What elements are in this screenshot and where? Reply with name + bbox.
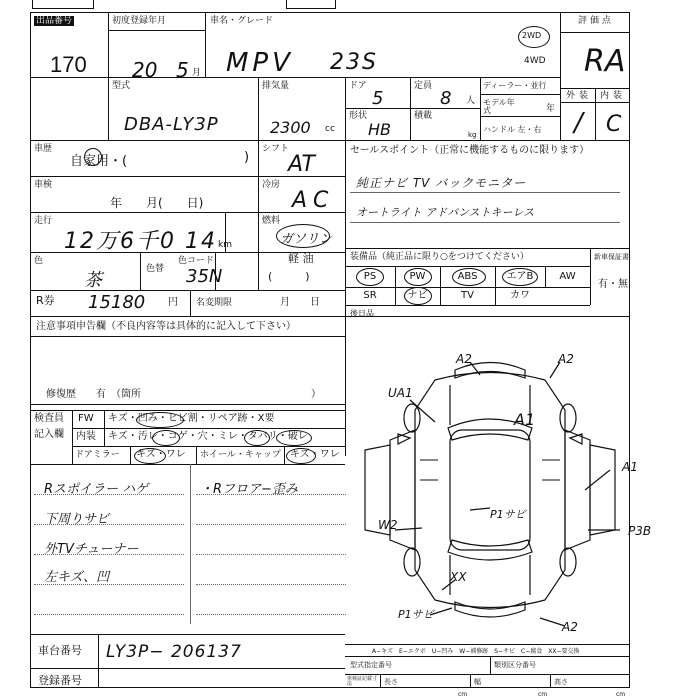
kg-unit: kg xyxy=(468,131,477,139)
person-unit: 人 xyxy=(466,96,476,106)
inspection-value: 年 月( 日) xyxy=(110,196,204,210)
drive-2wd: 2WD xyxy=(522,31,542,40)
car-damage-diagram xyxy=(350,330,630,640)
recycle-value: 15180 xyxy=(88,292,146,313)
body-label: 形状 xyxy=(349,111,368,121)
ps-circle xyxy=(356,268,384,286)
doors-value: 5 xyxy=(372,88,384,109)
dims-label: 車検証記載寸法 xyxy=(347,676,378,687)
insp-row3-head: ドアミラー xyxy=(75,450,120,460)
airbag-circle xyxy=(502,268,538,286)
recycle-label: R券 xyxy=(36,294,55,307)
handle-label: ハンドル 左・右 xyxy=(483,125,542,134)
sales-line-1: 純正ナビ TV バックモニター xyxy=(356,176,527,190)
type-value: DBA-LY3P xyxy=(124,114,219,135)
mark-kogare-circle xyxy=(152,430,180,446)
equip-abs: ABS xyxy=(457,271,478,282)
mark-ire-circle xyxy=(244,430,270,446)
top-stub xyxy=(32,0,94,9)
diagram-mark-a2-rear: A2 xyxy=(562,620,578,634)
height-cm: cm xyxy=(616,691,626,698)
warranty-value: 有・無 xyxy=(598,279,628,290)
category-label: 類別区分番号 xyxy=(494,661,536,669)
width-cm: cm xyxy=(538,691,548,698)
mark-wheel-circle xyxy=(286,448,316,464)
top-stub-2 xyxy=(286,0,336,9)
inspector-label: 検査員 xyxy=(34,413,64,424)
diagram-mark-a1-right: A1 xyxy=(622,460,638,474)
insp-row3a: キズ・ワレ xyxy=(136,449,186,460)
insp-row3c: キズ・ワレ xyxy=(290,449,340,460)
entry-label: 記入欄 xyxy=(34,429,64,440)
km-unit: km xyxy=(218,240,232,250)
insp-row2: キズ・汚レ・コゲ・穴・ミレ・タバリ・破レ xyxy=(108,431,308,442)
body-value: HB xyxy=(368,120,392,139)
sales-line-2: オートライト アドバンストキーレス xyxy=(356,206,535,219)
diagram-mark-a1-roof: A1 xyxy=(514,410,536,429)
mark-mirror-circle xyxy=(134,448,166,464)
name-change-label: 名変期限 xyxy=(196,298,233,308)
pw-circle xyxy=(404,268,432,286)
repair-history: 修復歴 有 （箇所 ） xyxy=(46,389,321,400)
sales-points-label: セールスポイント（正常に機能するものに限ります） xyxy=(350,145,590,156)
insp-row1: キズ・凹み・ヒビ割・リペア跡・X要 xyxy=(108,413,275,424)
mileage-value: 12万6千0 14 xyxy=(64,229,217,254)
mark-kizu-circle xyxy=(136,412,184,428)
equip-airbag: エアB xyxy=(506,271,534,282)
diagram-mark-w2: W2 xyxy=(378,518,398,532)
score-value: RA xyxy=(584,44,626,79)
diagram-mark-ua1: UA1 xyxy=(388,386,413,400)
navi-circle xyxy=(404,287,432,305)
equip-pw: PW xyxy=(409,271,426,282)
capacity-value: 8 xyxy=(440,88,452,109)
light-oil: 軽 油 xyxy=(288,252,314,265)
abs-circle xyxy=(452,268,486,286)
fuel-value: ガソリン xyxy=(280,232,333,247)
score-label: 評価点 xyxy=(578,16,615,26)
usage-value: 自家用・( xyxy=(70,154,128,169)
lot-no-label: 出品番号 xyxy=(36,16,73,26)
diagram-mark-p1-rear: P1サビ xyxy=(398,608,434,621)
model-year-label: モデル年式 xyxy=(483,98,515,115)
equip-aw: AW xyxy=(559,271,576,282)
mileage-label: 走行 xyxy=(34,216,53,226)
displacement-value: 2300 xyxy=(270,118,311,137)
insp-row3b: ホイール・キャップ xyxy=(200,450,281,460)
interior-grade: C xyxy=(606,112,622,137)
ac-label: 冷房 xyxy=(262,180,281,190)
notes-label: 注意事項申告欄（不良内容等は具体的に記入して下さい） xyxy=(36,321,296,332)
length-label: 長さ xyxy=(384,678,398,686)
lot-no: 170 xyxy=(50,52,87,77)
width-label: 幅 xyxy=(474,678,481,686)
grade: 23S xyxy=(330,50,378,75)
fuel-circle xyxy=(276,224,333,248)
note-left-4: 左キズ、凹 xyxy=(44,570,110,585)
color-value: 茶 xyxy=(84,270,102,291)
color-label: 色 xyxy=(34,256,44,266)
note-left-3: 外TVチューナー xyxy=(44,542,139,557)
reg-year: 20 xyxy=(132,58,158,82)
interior-label: 内装 xyxy=(600,91,627,101)
load-label: 積載 xyxy=(414,111,433,121)
exterior-grade: / xyxy=(574,108,583,138)
exterior-label: 外装 xyxy=(566,91,593,101)
model-spec-label: 型式指定番号 xyxy=(350,661,392,669)
insp-row2-head: 内装 xyxy=(76,431,96,442)
reg-month: 5 xyxy=(176,58,189,82)
model-name: MPV xyxy=(226,48,294,78)
diagram-mark-a2-front-left: A2 xyxy=(456,352,472,366)
note-left-1: Rスポイラー ハゲ xyxy=(44,482,149,497)
after-items-label: 後日品 xyxy=(350,309,374,318)
chassis-label: 車台番号 xyxy=(38,644,82,657)
note-left-2: 下周りサビ xyxy=(44,512,110,527)
new-car-warranty-label: 新車保証書 xyxy=(594,253,629,261)
usage-label: 車歴 xyxy=(34,144,53,154)
yen-unit: 円 xyxy=(168,297,178,308)
ac-value: AC xyxy=(292,188,335,213)
chassis-value: LY3P− 206137 xyxy=(106,642,242,662)
equip-sr: SR xyxy=(363,290,377,301)
equip-tv: TV xyxy=(461,290,474,301)
diagram-mark-a2-front-right: A2 xyxy=(558,352,574,366)
diagram-legend: A−キズ E−エクボ U−凹み W−補修跡 S−サビ C−腐食 XX−要交換 xyxy=(372,648,580,655)
color-code-label: 色コード xyxy=(178,256,215,266)
model-label: 車名・グレード xyxy=(210,16,274,26)
insp-row1-head: FW xyxy=(78,413,94,424)
capacity-label: 定員 xyxy=(414,81,433,91)
fuel-paren: ( ) xyxy=(268,270,310,283)
usage-circle xyxy=(84,148,102,166)
drive-4wd: 4WD xyxy=(524,56,546,66)
shift-value: AT xyxy=(288,152,315,177)
dealer-label: ディーラー・並行 xyxy=(483,81,547,90)
length-cm: cm xyxy=(458,691,468,698)
equip-navi: ナビ xyxy=(407,290,428,301)
color-code: 35N xyxy=(186,266,223,287)
month-unit: 月 xyxy=(192,68,202,78)
reg-no-label: 登録番号 xyxy=(38,674,82,687)
first-reg-label: 初度登録年月 xyxy=(112,16,167,26)
year-unit: 年 xyxy=(546,104,556,114)
type-label: 型式 xyxy=(112,81,131,91)
name-change-value: 月 日 xyxy=(280,297,320,308)
note-right-1: ・Rフロア−歪み xyxy=(200,482,298,497)
height-label: 高さ xyxy=(554,678,568,686)
equip-leather: カワ xyxy=(510,290,530,301)
displacement-label: 排気量 xyxy=(262,81,290,91)
doors-label: ドア xyxy=(349,81,367,91)
equipment-label: 装備品（純正品に限り○をつけてください） xyxy=(350,252,529,262)
shift-label: シフト xyxy=(262,144,290,154)
fuel-label: 燃料 xyxy=(262,216,281,226)
repaint-label: 色替 xyxy=(146,264,165,274)
equip-ps: PS xyxy=(363,271,377,282)
cc-unit: cc xyxy=(325,124,335,134)
usage-close: ) xyxy=(244,150,250,165)
diagram-mark-p3b: P3B xyxy=(628,524,652,538)
mark-yabure-circle xyxy=(276,430,312,446)
diagram-mark-xx: XX xyxy=(450,570,467,584)
diagram-mark-p1-center: P1サビ xyxy=(490,508,526,521)
inspection-label: 車検 xyxy=(34,180,53,190)
